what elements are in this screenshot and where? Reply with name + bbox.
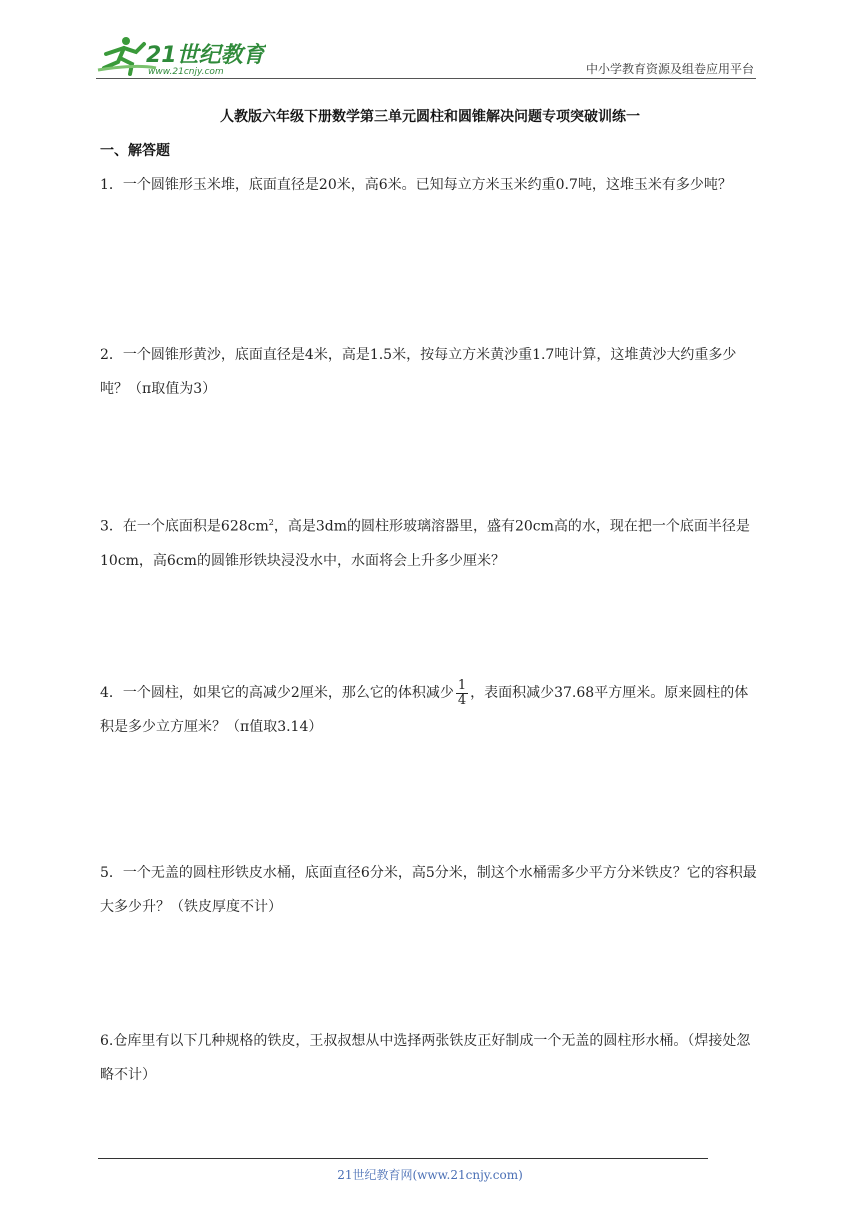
svg-text:www.21cnjy.com: www.21cnjy.com: [148, 67, 224, 77]
question-3-superscript: 2: [268, 518, 274, 527]
fraction-one-quarter: [456, 679, 468, 708]
runner-logo-icon: [96, 34, 266, 78]
page-title: 人教版六年级下册数学第三单元圆柱和圆锥解决问题专项突破训练一: [220, 109, 640, 125]
question-3: [100, 506, 760, 578]
question-4-text-b: ，表面积减少37.68平方厘米。原来圆柱的体积是多少立方厘米？（π值取3.14）: [100, 685, 749, 735]
site-logo[interactable]: [96, 34, 266, 78]
question-2: 2．一个圆锥形黄沙，底面直径是4米，高是1.5米，按每立方米黄沙重1.7吨计算，这堆黄沙大约重多少吨？（π取值为3）: [100, 347, 737, 397]
question-4-text-a: 4．一个圆柱，如果它的高减少2厘米，那么它的体积减少: [100, 685, 454, 701]
question-3-text-a: 3．在一个底面积是628cm: [100, 518, 269, 535]
section-heading: 一、解答题: [100, 143, 170, 159]
question-3-text-b: ，高是3dm的圆柱形玻璃溶器里，盛有20cm高的水，现在把一个底面半径是10cm，高6cm的圆锥形铁块浸没水中，水面将会上升多少厘米？: [100, 518, 750, 569]
platform-name: 中小学教育资源及组卷应用平台: [585, 62, 754, 76]
question-5: 5．一个无盖的圆柱形铁皮水桶，底面直径6分米，高5分米，制这个水桶需多少平方分米铁皮？它的容积最大多少升？（铁皮厚度不计）: [100, 865, 757, 915]
question-4: [100, 676, 760, 744]
fraction-numerator: 1: [457, 677, 467, 693]
question-6: 6.仓库里有以下几种规格的铁皮，王叔叔想从中选择两张铁皮正好制成一个无盖的圆柱形水桶。（焊接处忽略不计）: [100, 1033, 751, 1083]
svg-text:21世纪教育: 21世纪教育: [146, 43, 265, 68]
footer-link[interactable]: 21世纪教育网(www.21cnjy.com): [337, 1168, 523, 1182]
footer-divider: [98, 1158, 708, 1159]
header-divider: [96, 78, 756, 79]
question-1: 1．一个圆锥形玉米堆，底面直径是20米，高6米。已知每立方米玉米约重0.7吨，这堆玉米有多少吨？: [100, 177, 732, 193]
fraction-denominator: 4: [457, 692, 467, 708]
page-header: [96, 28, 756, 80]
